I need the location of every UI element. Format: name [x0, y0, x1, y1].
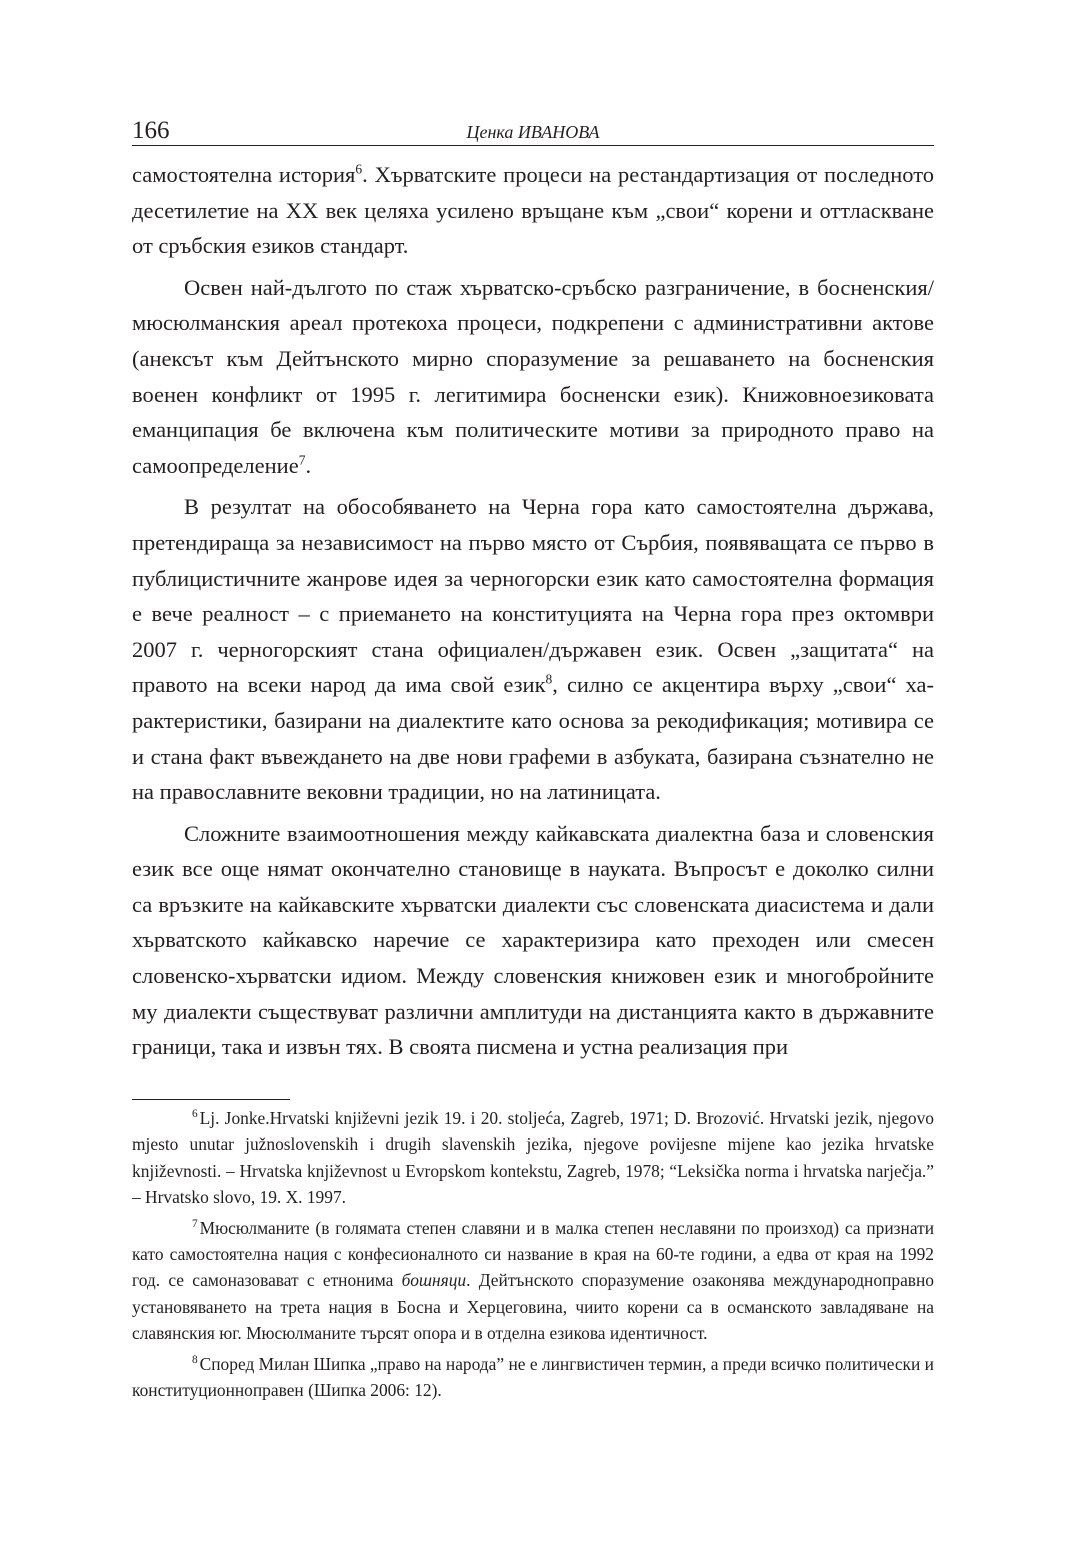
- footnote-6: [132, 1105, 934, 1211]
- page-header: [132, 115, 934, 146]
- paragraph-1: [132, 157, 934, 264]
- footnote-ref-6: 6: [355, 161, 363, 177]
- footnote-8-text: Според Милан Шипка „право на народа” не е лингвистичен термин, а преди всичко политически и конституционноправен (Шипка 2006: 12).: [132, 1353, 934, 1401]
- footnote-ref-8: 8: [545, 671, 553, 687]
- paragraph-3-text-a: В резултат на обособяването на Черна гора като самостоятелна държава, претендираща за независимост на първо място от Сърбия, появяващата се първо в публицистичните жанрове идея за черногорски език като самостоятелна формация е вече реалност – с приемането на конституцията на Черна гора през октомври 2007 г. черногорският стана официален/държавен език. Освен „защитата“ на правото на всеки народ да има свой език: [132, 494, 934, 698]
- main-text: [132, 157, 934, 1065]
- footnote-8-number: 8: [192, 1353, 198, 1366]
- paragraph-2-text-a: Освен най-дългото по стаж хърватско-сръбско разграничение, в босненския/ мюсюлманския ареал протекоха процеси, подкрепени с административни актове (анексът към Дейтънското мирно споразумение за решаването на босненския военен конфликт от 1995 г. легитимира босненски език). Книжовноезиковата еманципация бе включена към политическите мотиви за природното право на самоопределение: [132, 274, 934, 478]
- footnote-7: [132, 1215, 934, 1347]
- running-head: Ценка ИВАНОВА: [466, 122, 600, 142]
- paragraph-1-text-b: . Хърватските процеси на рестандартизация от последното десетилетие на XX век целяха усилено връщане към „свои“ корени и оттласкване от сръбския езиков стандарт.: [132, 162, 934, 259]
- footnotes: [132, 1105, 934, 1407]
- paragraph-3-text-b: , силно се акцентира върху „свои“ характеристики, базирани на диалектите като основа за рекодификация; мотивира се и стана факт въвеждането на две нови графеми в азбуката, базирана съзнателно не на православните вековни традиции, но на латиницата.: [132, 672, 934, 805]
- footnote-7-text-b: . Дейтънското споразумение озаконява международноправно установяването на трета нация в Босна и Херцеговина, чиито корени са в османското завладяване на славянския юг. Мюсюлманите търсят опора и в отделна езикова идентичност.: [132, 1270, 934, 1344]
- footnote-separator: [132, 1099, 290, 1100]
- footnote-7-number: 7: [192, 1217, 198, 1230]
- paragraph-4: Сложните взаимоотношения между кайкавската диалектна база и словенския език все още нямат окончателно становище в науката. Въпросът е доколко силни са връзките на кайкавските хърватски диалекти със словенската диасистема и дали хърватското кайкавско наречие се характеризира като преходен или смесен словенско-хърватски идиом. Между словенския книжовен език и многобройните му диалекти съществуват различни амплитуди на дистанцията както в държавните граници, така и извън тях. В своята писмена и устна реализация при: [132, 820, 934, 1060]
- footnote-7-emphasis: бошняци: [401, 1270, 467, 1291]
- footnote-8: [132, 1351, 934, 1404]
- page-number: 166: [132, 117, 170, 144]
- paragraph-3: [132, 489, 934, 809]
- paragraph-2: [132, 270, 934, 484]
- footnote-6-number: 6: [192, 1108, 198, 1121]
- paragraph-1-text-a: самостоятелна история: [132, 162, 356, 187]
- paragraph-2-text-b: .: [305, 452, 312, 478]
- footnote-ref-7: 7: [298, 452, 306, 468]
- footnote-7-text-a: Мюсюлманите (в голямата степен славяни и в малка степен неславяни по произход) са признати като самостоятелна нация с конфесионалното си название в края на 60-те години, а едва от края на 1992 год. се самоназовават с етнонима: [132, 1217, 934, 1291]
- footnote-6-text: Lj. Jonke.Hrvatski književni jezik 19. i 20. stoljeća, Zagreb, 1971; D. Brozović. Hrvatski jezik, njegovo mjesto unutar južnoslovenskih i drugih slavenskih jezika, njegove povijesne mijene kao jezika hrvatske književnosti. – Hrvatska književnost u Evropskom kontekstu, Zagreb, 1978; “Leksička norma i hrvatska narječja.” – Hrvatsko slovo, 19. X. 1997.: [132, 1108, 934, 1208]
